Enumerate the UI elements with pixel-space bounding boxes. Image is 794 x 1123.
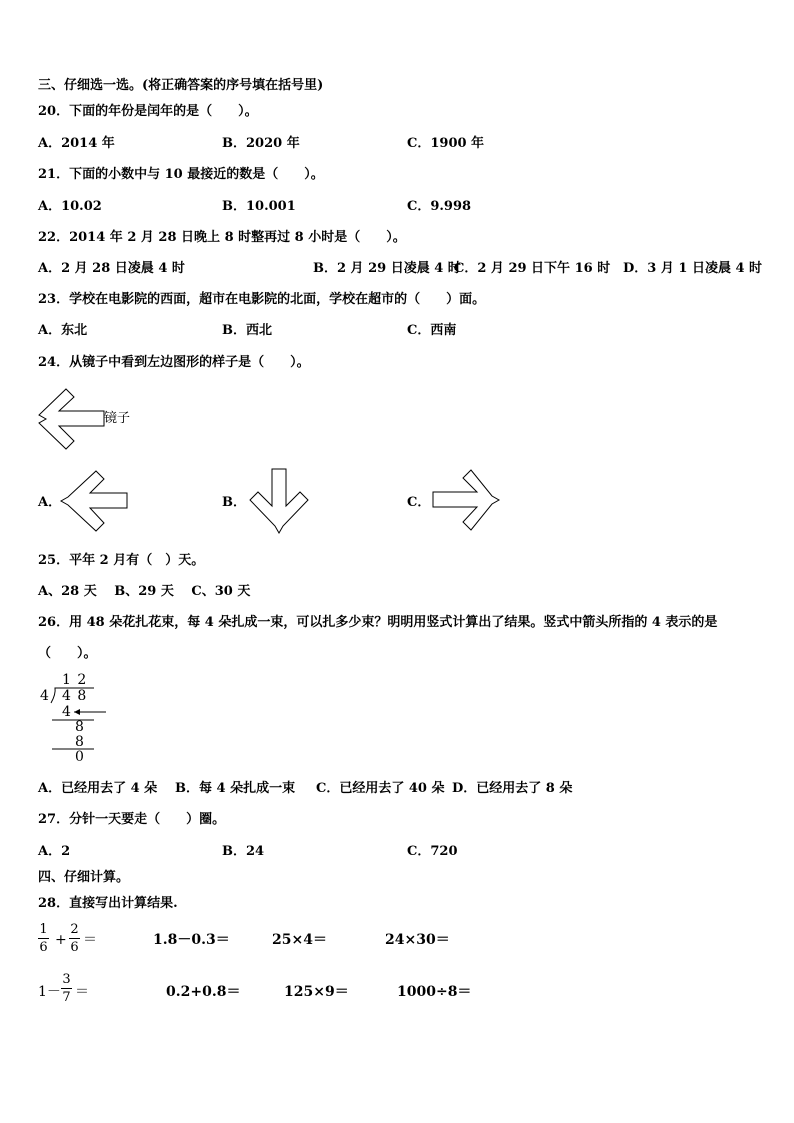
q20-option-a: A．2014 年	[38, 136, 115, 151]
q27-option-c: C．720	[407, 844, 458, 859]
q21-option-c: C．9.998	[407, 199, 472, 214]
division-quotient: 1 2	[62, 672, 88, 688]
division-divisor: 4	[40, 688, 49, 704]
fraction-3-7	[61, 972, 72, 1005]
division-step2: 8	[75, 719, 84, 735]
mirror-label: 镜子	[104, 411, 131, 426]
fraction-denominator: 7	[62, 990, 71, 1005]
q20-option-c: C．1900 年	[407, 136, 485, 151]
q27-option-b: B．24	[222, 844, 265, 859]
q26-stem: 26．用 48 朵花扎花束，每 4 朵扎成一束，可以扎多少束？明明用竖式计算出了结果。竖式中箭头所指的 4 表示的是	[38, 615, 718, 630]
q22-stem: 22．2014 年 2 月 28 日晚上 8 时整再过 8 小时是（ ）。	[38, 230, 406, 245]
equals-sign: ＝	[83, 932, 97, 948]
q23-option-b: B．西北	[222, 323, 272, 338]
q20-stem: 20．下面的年份是闰年的是（ ）。	[38, 104, 258, 119]
q24-option-c-figure	[430, 469, 500, 531]
q24-option-a: A．	[38, 495, 62, 510]
expr-125x9: 125×9＝	[284, 984, 349, 1000]
division-lines	[38, 672, 118, 767]
q24-option-b-figure	[245, 468, 313, 534]
q23-option-a: A．东北	[38, 323, 88, 338]
q24-option-c: C．	[407, 495, 431, 510]
q21-option-a: A．10.02	[38, 199, 102, 214]
q21-option-b: B．10.001	[222, 199, 296, 214]
q22-option-c: C．2 月 29 日下午 16 时	[454, 261, 611, 276]
long-division	[38, 672, 118, 767]
section3-heading: 三、仔细选一选。(将正确答案的序号填在括号里)	[38, 78, 324, 93]
q27-option-a: A．2	[38, 844, 71, 859]
q22-option-a: A．2 月 28 日凌晨 4 时	[38, 261, 185, 276]
q22-option-b: B．2 月 29 日凌晨 4 时	[313, 261, 461, 276]
division-step3: 8	[75, 734, 84, 750]
section4-heading: 四、仔细计算。	[38, 870, 130, 885]
q24-option-a-figure	[60, 470, 130, 532]
q23-stem: 23．学校在电影院的西面，超市在电影院的北面，学校在超市的（ ）面。	[38, 292, 486, 307]
q26-stem-cont: （ ）。	[38, 646, 97, 661]
fraction-denominator: 6	[70, 940, 79, 955]
equals-sign: ＝	[75, 984, 89, 1000]
q22-option-d: D．3 月 1 日凌晨 4 时	[623, 261, 763, 276]
fraction-numerator: 1	[39, 922, 48, 937]
q25-options: A、28 天 B、29 天 C、30 天	[38, 584, 251, 599]
fraction-numerator: 3	[62, 972, 71, 987]
q24-stem: 24．从镜子中看到左边图形的样子是（ ）。	[38, 355, 310, 370]
expr-25x4: 25×4＝	[272, 932, 327, 948]
fraction-numerator: 2	[70, 922, 79, 937]
division-step1: 4	[62, 704, 71, 720]
q27-stem: 27．分针一天要走（ ）圈。	[38, 812, 226, 827]
expr-one-minus: 1－	[38, 984, 61, 1000]
q24-option-b: B．	[222, 495, 246, 510]
expr-24x30: 24×30＝	[385, 932, 450, 948]
division-remainder: 0	[75, 749, 84, 765]
plus-sign: +	[55, 932, 67, 948]
q21-stem: 21．下面的小数中与 10 最接近的数是（ ）。	[38, 167, 324, 182]
fraction-2-6	[69, 922, 80, 955]
fraction-denominator: 6	[39, 940, 48, 955]
q23-option-c: C．西南	[407, 323, 457, 338]
q26-option-a: A．已经用去了 4 朵	[38, 781, 158, 796]
expr-0-2-plus-0-8: 0.2+0.8＝	[166, 984, 241, 1000]
fraction-1-6	[38, 922, 49, 955]
q20-option-b: B．2020 年	[222, 136, 300, 151]
division-dividend: 4 8	[62, 688, 88, 704]
q26-option-b: B．每 4 朵扎成一束	[175, 781, 296, 796]
expr-1000div8: 1000÷8＝	[397, 984, 472, 1000]
expr-1-8-minus-0-3: 1.8－0.3＝	[153, 932, 230, 948]
q25-stem: 25．平年 2 月有（ ）天。	[38, 553, 205, 568]
q28-stem: 28．直接写出计算结果.	[38, 896, 178, 911]
q26-option-c: C．已经用去了 40 朵	[316, 781, 445, 796]
q24-original-figure	[38, 388, 108, 450]
q26-option-d: D．已经用去了 8 朵	[452, 781, 573, 796]
